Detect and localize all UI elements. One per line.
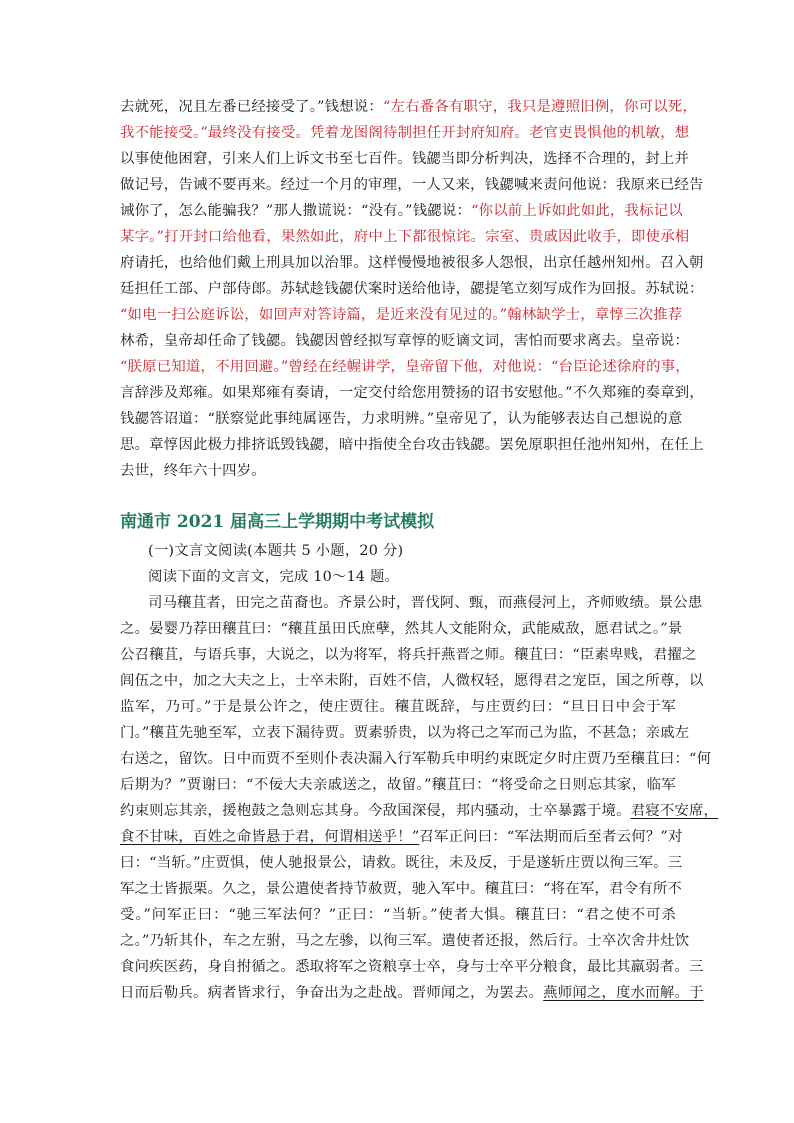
passage-line (120, 772, 676, 798)
translation-line (120, 94, 697, 120)
passage-line (120, 798, 719, 824)
text-segment: 之。”乃斩其仆，车之左驸，马之左骖，以徇三军。遣使者还报，然后行。士卒次舍井灶饮 (120, 933, 690, 949)
passage-line (120, 590, 703, 616)
text-segment: 去世，终年六十四岁。 (120, 463, 266, 479)
translation-line (120, 458, 676, 484)
text-segment: “朕原已知道，不用回避。”曾经在经幄讲学，皇帝留下他，对他说：“台臣论述徐府的事， (120, 359, 690, 375)
text-segment: 君寝不安席， (630, 803, 719, 819)
translation-line (120, 302, 683, 328)
passage-line (120, 694, 676, 720)
text-segment: 某字。”打开封口给他看，果然如此，府中上下都很惊诧。宗室、贵戚因此收手，即使承相 (120, 229, 690, 245)
text-segment: “你以前上诉如此如此，我标记以 (471, 203, 683, 219)
instruction-line: 阅读下面的文言文，完成 10～14 题。 (148, 569, 400, 585)
text-segment: “如电一扫公庭诉讼，如回声对答诗篇，是近来没有见过的。”翰林缺学士，章惇三次推荐 (120, 307, 683, 323)
translation-line (120, 328, 690, 354)
translation-line (120, 354, 690, 380)
text-segment: 言辞涉及郑雍。如果郑雍有奏请，一定交付给您用赞扬的诏书安慰他。”不久郑雍的奏章到， (120, 385, 704, 401)
text-segment: 军之士皆振栗。久之，景公遣使者持节赦贾，驰入军中。穰苴曰：“将在军，君令有所不 (120, 881, 683, 897)
translation-line (120, 406, 683, 432)
text-segment: 之。晏婴乃荐田穰苴曰：“穰苴虽田氏庶孽，然其人文能附众，武能威敌，愿君试之。”景 (120, 621, 683, 637)
instruction-line: (一)文言文阅读(本题共 5 小题，20 分) (148, 543, 404, 559)
text-segment: “左右番各有职守，我只是遵照旧例，你可以死， (383, 99, 697, 115)
text-segment: 右送之，留饮。日中而贾不至则仆表决漏入行军勒兵申明约束既定夕时庄贾乃至穰苴曰：“何 (120, 751, 712, 767)
text-segment: 做记号，告诫不要再来。经过一个月的审理，一人又来，钱勰喊来责问他说：我原来已经告 (120, 177, 704, 193)
translation-line (120, 198, 683, 224)
text-segment: 诫你了，怎么能骗我？”那人撒谎说：“没有。”钱勰说： (120, 203, 472, 219)
text-segment: 司马穰苴者，田完之苗裔也。齐景公时，晋伐阿、甄，而燕侵河上，齐师败绩。景公患 (148, 595, 703, 611)
passage-line (120, 876, 683, 902)
translation-line (120, 276, 704, 302)
text-segment: 约束则忘其亲，援枹鼓之急则忘其身。今敌国深侵，邦内骚动，士卒暴露于境。 (120, 803, 631, 819)
classical-passage (120, 590, 719, 1006)
text-segment: 日而后勒兵。病者皆求行，争奋出为之赴战。晋师闻之，为罢去。 (120, 985, 544, 1001)
text-segment: 食不甘味，百姓之命皆悬于君，何谓相送乎！” (120, 829, 420, 845)
text-segment: 思。章惇因此极力排挤诋毁钱勰，暗中指使全台攻击钱勰。罢免原职担任池州知州，在任上 (120, 437, 704, 453)
translation-line (120, 224, 690, 250)
text-segment: 林希，皇帝却任命了钱勰。钱勰因曾经拟写章惇的贬谪文词，害怕而要求离去。皇帝说： (120, 333, 690, 349)
text-segment: 以事使他困窘，引来人们上诉文书至七百件。钱勰当即分析判决，选择不合理的，封上并 (120, 151, 690, 167)
text-segment: 去就死，况且左番已经接受了。”钱想说： (120, 99, 383, 115)
translation-line (120, 120, 690, 146)
passage-line (120, 668, 704, 694)
text-segment: 受。”问军正曰：“驰三军法何？”正曰：“当斩。”使者大惧。穰苴曰：“君之使不可杀 (120, 907, 676, 923)
translation-line (120, 432, 704, 458)
translation-line (120, 172, 704, 198)
text-segment: 食问疾医药，身自拊循之。悉取将军之资粮享士卒，身与士卒平分粮食，最比其羸弱者。三 (120, 959, 704, 975)
passage-line (120, 954, 704, 980)
passage-line (120, 928, 690, 954)
text-segment: 廷担任工部、户部侍郎。苏轼趁钱勰伏案时送给他诗，勰提笔立刻写成作为回报。苏轼说： (120, 281, 704, 297)
translation-line (120, 146, 690, 172)
passage-line (120, 980, 704, 1006)
passage-line (120, 720, 690, 746)
text-segment: 府请托，也给他们戴上刑具加以治罪。这样慢慢地被很多人怨恨，出京任越州知州。召入朝 (120, 255, 704, 271)
text-segment: 闾伍之中，加之大夫之上，士卒未附，百姓不信，人微权轻，愿得君之宠臣，国之所尊，以 (120, 673, 704, 689)
translation-paragraph (120, 94, 704, 484)
passage-line (120, 642, 697, 668)
translation-line (120, 250, 704, 276)
section-title: 南通市 2021 届高三上学期期中考试模拟 (120, 512, 435, 532)
text-segment: 门。”穰苴先驰至军，立表下漏待贾。贾素骄贵，以为将己之军而己为监，不甚急；亲戚左 (120, 725, 690, 741)
text-segment: 钱勰答诏道：“朕察觉此事纯属诬告，力求明辨。”皇帝见了，认为能够表达自己想说的意 (120, 411, 683, 427)
text-segment: 我不能接受。”最终没有接受。凭着龙图阁待制担任开封府知府。老官吏畏惧他的机敏，想 (120, 125, 690, 141)
passage-line (120, 616, 683, 642)
text-segment: 监军，乃可。”于是景公许之，使庄贾往。穰苴既辞，与庄贾约曰：“旦日日中会于军 (120, 699, 676, 715)
translation-line (120, 380, 704, 406)
instructions (120, 538, 676, 590)
text-segment: 召军正问曰：“军法期而后至者云何？”对 (419, 829, 683, 845)
text-segment: 公召穰苴，与语兵事，大说之，以为将军，将兵扞燕晋之师。穰苴曰：“臣素卑贱，君擢之 (120, 647, 697, 663)
passage-line (120, 746, 712, 772)
text-segment: 燕师闻之，度水而解。于 (543, 985, 704, 1001)
passage-line (120, 902, 676, 928)
text-segment: 后期为？”贾谢曰：“不佞大夫亲戚送之，故留。”穰苴曰：“将受命之日则忘其家，临军 (120, 777, 676, 793)
passage-line (120, 850, 683, 876)
text-segment: 曰：“当斩。”庄贾惧，使人驰报景公，请救。既往，未及反，于是遂斩庄贾以徇三军。三 (120, 855, 683, 871)
passage-line (120, 824, 683, 850)
